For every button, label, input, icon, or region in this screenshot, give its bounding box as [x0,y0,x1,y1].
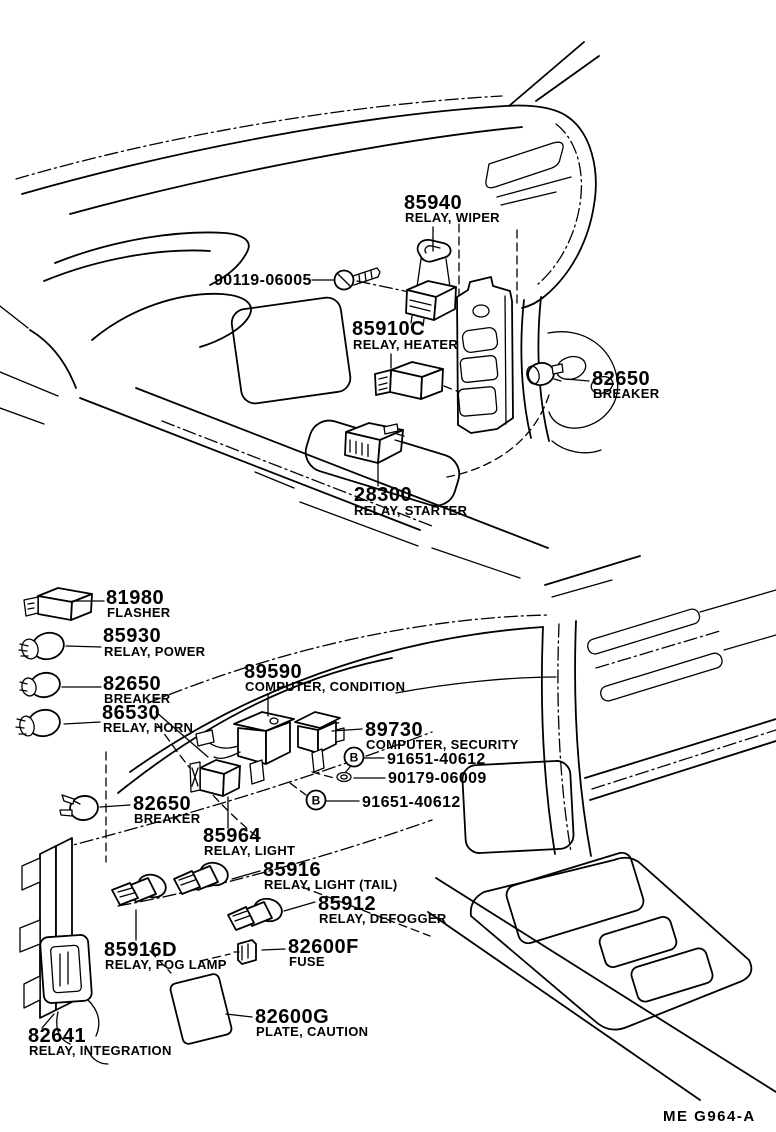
fuse-illustration [234,940,256,964]
part-number: 90119-06005 [214,272,312,289]
part-name: BREAKER [593,386,660,401]
relay-power-illustration [19,629,67,662]
relay-wiper-illustration [406,240,456,326]
flasher-illustration [24,588,92,620]
circled-b-symbol: B [311,793,321,808]
figure-code: ME G964-A [663,1108,756,1125]
part-number: 82650 [133,793,192,815]
label-relay-heater [352,318,458,352]
part-number: 82600G [255,1006,330,1028]
label-screw-b1 [387,751,486,768]
relay-light-tail-illustration [174,860,230,894]
label-relay-defogger [318,893,447,926]
part-number: 85930 [103,625,162,647]
label-relay-integration [28,1025,172,1058]
part-number: 85912 [318,893,377,915]
relay-defogger-illustration [228,896,284,930]
part-number: 85964 [203,825,262,847]
part-number: 89590 [244,661,303,683]
part-number: 90179-06009 [388,770,487,787]
part-name: PLATE, CAUTION [256,1024,369,1039]
label-breaker-upper [592,368,660,401]
relay-horn-illustration [16,707,62,739]
label-screw [214,272,312,289]
relay-light-illustration [190,760,240,796]
plate-caution-illustration [169,973,233,1045]
part-name: RELAY, WIPER [405,210,500,225]
upper-dashboard-art [0,42,618,578]
label-computer-condition [244,661,405,694]
part-number: 91651-40612 [387,751,486,768]
relay-bracket-illustration [457,277,513,433]
relay-fog-lamp-illustration [112,871,169,905]
label-fuse [288,936,359,969]
part-number: 28300 [354,484,413,506]
part-number: 89730 [365,719,424,741]
part-name: RELAY, LIGHT [204,843,296,858]
fastener-symbol-b2 [307,791,326,810]
part-name: RELAY, LIGHT (TAIL) [264,877,398,892]
part-name: RELAY, DEFOGGER [319,911,447,926]
part-name: COMPUTER, CONDITION [245,679,406,694]
computer-security-illustration [295,712,344,772]
label-relay-fog-lamp [104,939,227,972]
part-name: COMPUTER, SECURITY [366,737,519,752]
part-name: RELAY, POWER [104,644,206,659]
part-number: 85940 [404,192,463,214]
part-name: FLASHER [107,605,171,620]
part-name: RELAY, FOG LAMP [105,957,227,972]
part-name: RELAY, HEATER [353,337,459,352]
part-name: BREAKER [104,691,171,706]
label-screw-b2 [362,794,461,811]
label-relay-wiper [404,192,500,225]
part-number: 82641 [28,1025,87,1047]
label-relay-light-tail [263,859,398,892]
part-number: 82600F [288,936,359,958]
relay-heater-illustration [375,362,443,399]
label-relay-horn [102,702,193,735]
part-number: 85916 [263,859,322,881]
fastener-symbol-b1 [345,748,364,767]
part-number: 82650 [592,368,651,390]
circled-b-symbol: B [349,750,359,765]
breaker-2-illustration [60,794,100,822]
relay-starter-illustration [345,423,404,463]
label-bolt [388,770,487,787]
label-computer-security [365,719,519,752]
label-flasher [106,587,171,620]
label-relay-starter [354,484,468,518]
part-name: RELAY, STARTER [354,503,468,518]
part-number: 82650 [103,673,162,695]
label-relay-light [203,825,295,858]
screw-illustration [335,268,381,290]
label-relay-power [103,625,206,659]
part-number: 85916D [104,939,178,961]
breaker-1-illustration [20,670,62,700]
part-name: RELAY, INTEGRATION [29,1043,172,1058]
part-name: RELAY, HORN [103,720,194,735]
part-number: 91651-40612 [362,794,461,811]
label-breaker-2 [133,793,201,826]
label-plate-caution [255,1006,368,1039]
part-name: BREAKER [134,811,201,826]
part-number: 85910C [352,318,426,340]
part-number: 81980 [106,587,165,609]
part-number: 86530 [102,702,161,724]
part-name: FUSE [289,954,325,969]
lower-dashboard-art [58,556,776,1100]
bolt-illustration [337,773,351,782]
